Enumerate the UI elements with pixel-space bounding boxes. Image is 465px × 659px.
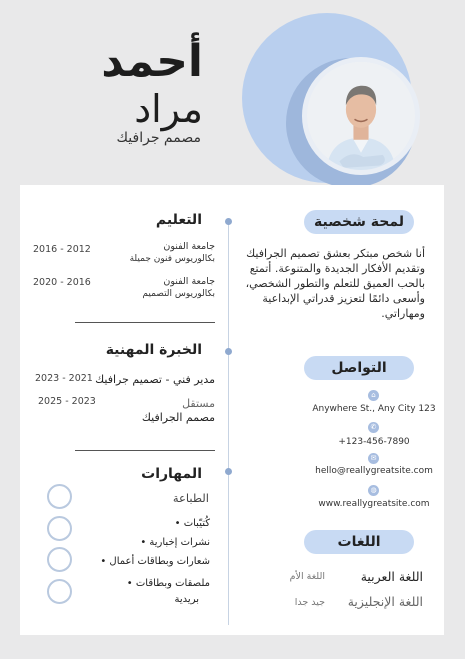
job-position-line2: مصمم الجرافيك xyxy=(141,411,215,424)
email-text: hello@reallygreatsite.com xyxy=(315,466,433,476)
profile-text: أنا شخص مبتكر بعشق تصميم الجرافيك وتقديم الأفكار الجديدة والمتنوعة. أتمتع بالحب العميق للتعلم والتطور الشخصي، وأسعى دائمًا لتعزيز قدراتي الإبداعية ومهاراتي. xyxy=(245,247,425,320)
portrait-image xyxy=(307,62,415,170)
job-position: مدير فني - تصميم جرافيك xyxy=(95,373,215,386)
globe-icon: ◍ xyxy=(368,485,379,496)
phone-text: +123-456-7890 xyxy=(338,437,410,447)
skills-subheading: الطباعة xyxy=(172,491,209,505)
education-heading: التعليم xyxy=(155,212,202,228)
timeline-divider xyxy=(228,220,229,625)
experience-heading: الخبرة المهنية xyxy=(105,342,202,358)
job-title: مصمم جرافيك xyxy=(116,130,201,146)
email-icon: ✉ xyxy=(368,453,379,464)
profile-photo xyxy=(302,57,420,175)
skill-level-ring xyxy=(47,484,72,509)
skill-level-ring xyxy=(47,516,72,541)
contact-heading: التواصل xyxy=(304,356,414,380)
skills-heading: المهارات xyxy=(141,466,202,482)
section-divider xyxy=(75,450,215,451)
experience-years: 2023 - 2021 xyxy=(35,373,93,384)
education-years: 2020 - 2016 xyxy=(33,277,91,288)
website-text: www.reallygreatsite.com xyxy=(318,499,430,509)
skill-item: ملصقات وبطاقات • xyxy=(126,578,210,589)
timeline-dot xyxy=(225,348,232,355)
address-text: Anywhere St., Any City 123 xyxy=(312,404,436,414)
phone-icon: ✆ xyxy=(368,422,379,433)
timeline-dot xyxy=(225,218,232,225)
profile-heading: لمحة شخصية xyxy=(304,210,414,234)
language-name: اللغة الإنجليزية xyxy=(347,594,423,609)
degree-name: بكالوريوس التصميم xyxy=(142,289,215,299)
experience-years: 2025 - 2023 xyxy=(38,396,96,407)
skill-item: نشرات إخبارية • xyxy=(140,537,210,548)
degree-name: بكالوريوس فنون جميلة xyxy=(129,254,215,264)
timeline-dot xyxy=(225,468,232,475)
language-level: جيد جدا xyxy=(294,597,325,608)
job-position-line1: مستقل xyxy=(182,397,215,410)
section-divider xyxy=(75,322,215,323)
skill-item: كُتيّبات • xyxy=(174,518,210,529)
school-name: جامعة الفنون xyxy=(163,276,215,287)
languages-heading: اللغات xyxy=(304,530,414,554)
language-name: اللغة العربية xyxy=(360,569,423,584)
language-level: اللغة الأم xyxy=(289,571,325,582)
skill-level-ring xyxy=(47,579,72,604)
skill-level-ring xyxy=(47,547,72,572)
skill-item: شعارات وبطاقات أعمال • xyxy=(100,556,210,567)
last-name: مراد xyxy=(134,87,203,131)
first-name: أحمد xyxy=(101,36,203,87)
skill-item-continued: بريدية xyxy=(174,594,199,605)
school-name: جامعة الفنون xyxy=(163,241,215,252)
location-icon: ⌂ xyxy=(368,390,379,401)
education-years: 2016 - 2012 xyxy=(33,244,91,255)
